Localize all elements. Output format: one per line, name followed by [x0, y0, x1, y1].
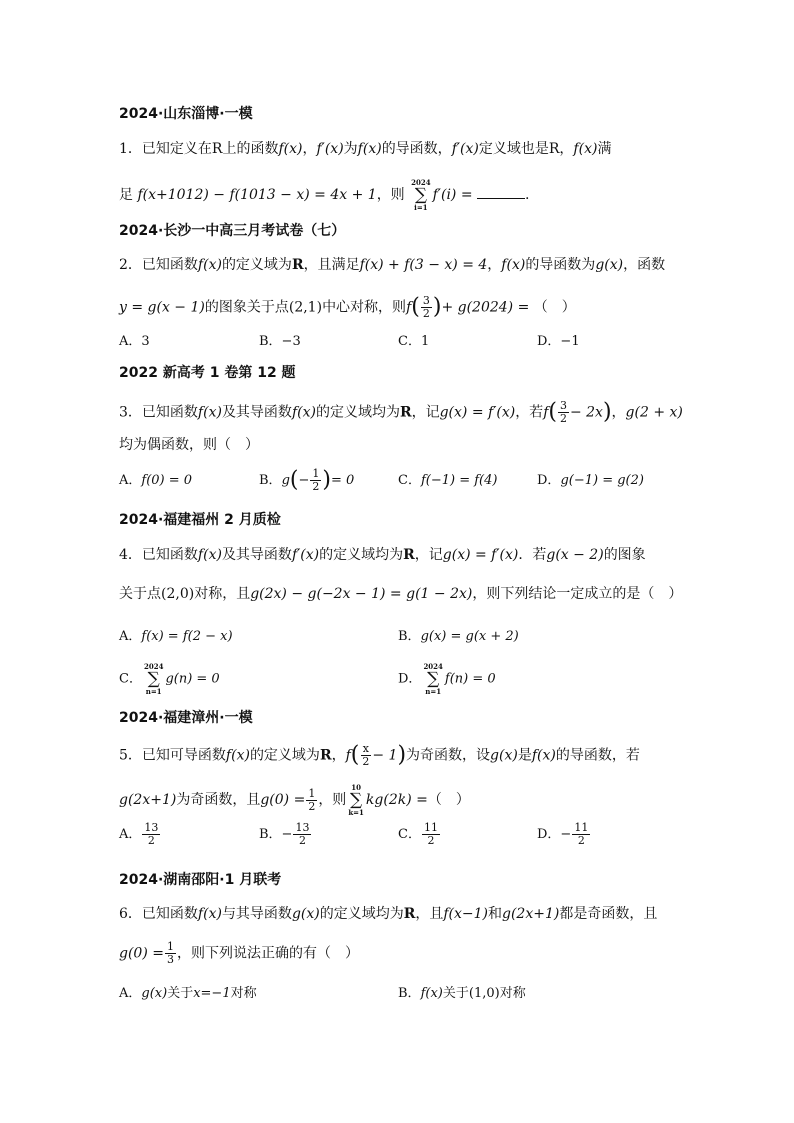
q6-line-1: 6．已知函数f(x)与其导函数g(x)的定义域均为R，且f(x−1)和g(2x+1)都是奇函数，且 — [119, 906, 658, 922]
q2-line-1: 2．已知函数f(x)的定义域为R，且满足f(x) + f(3 − x) = 4，f(x)的导函数为g(x)，函数 — [119, 257, 666, 273]
q4-option-c[interactable]: C． 2024 ∑ n=1 g(n) = 0 — [119, 662, 220, 696]
q2-option-c[interactable]: C．1 — [398, 334, 430, 349]
q6-option-a[interactable]: A．g(x)关于x=−1对称 — [119, 986, 257, 1001]
q6-option-b[interactable]: B．f(x)关于(1,0)对称 — [398, 986, 526, 1001]
q1-answer-blank[interactable] — [477, 188, 525, 199]
q5-line-1: 5．已知可导函数f(x)的定义域为R，f( $\frac{x}{2}$ − 1)为奇函数，设g(x)是f(x)的导函数，若 — [119, 742, 640, 768]
q5-line-2: g(2x+1)为奇函数，且g(0) = $\frac{1}{2}$ ，则 10 ∑ k=1 kg(2k) =（ ） — [119, 783, 470, 817]
source-heading-1: 2024·山东淄博·一模 — [119, 106, 253, 122]
source-heading-4: 2024·福建福州 2 月质检 — [119, 512, 281, 528]
source-heading-2: 2024·长沙一中高三月考试卷（七） — [119, 223, 346, 239]
q3-option-b[interactable]: B．g(− $\frac{1}{2}$ )= 0 — [259, 467, 355, 493]
q3-option-c[interactable]: C．f(−1) = f(4) — [398, 473, 498, 488]
q5-option-a[interactable]: A． $\frac{13}{2}$ — [119, 821, 159, 847]
q5-option-b[interactable]: B．− $\frac{13}{2}$ — [259, 821, 310, 847]
q1-line-1: 1．已知定义在R上的函数f(x)，f′(x)为f(x)的导函数，f′(x)定义域也是R，f(x)满 — [119, 141, 612, 157]
q4-line-1: 4．已知函数f(x)及其导函数f′(x)的定义域均为R，记g(x) = f′(x)．若g(x − 2)的图象 — [119, 547, 646, 563]
q1-summation: 2024 ∑ i=1 — [411, 178, 431, 212]
q3-line-2: 均为偶函数，则（ ） — [119, 437, 259, 453]
q2-option-d[interactable]: D．−1 — [537, 334, 580, 349]
q4-option-d[interactable]: D． 2024 ∑ n=1 f(n) = 0 — [398, 662, 496, 696]
q3-line-1: 3．已知函数f(x)及其导函数f(x)的定义域均为R，记g(x) = f′(x)，若f( $\frac{3}{2}$ − 2x)，g(2 + x) — [119, 399, 683, 425]
source-heading-5: 2024·福建漳州·一模 — [119, 710, 253, 726]
q3-option-d[interactable]: D．g(−1) = g(2) — [537, 473, 644, 488]
q1-equation: f(x+1012) − f(1013 − x) = 4x + 1 — [137, 187, 377, 203]
q6-line-2: g(0) = $\frac{1}{3}$ ，则下列说法正确的有（ ） — [119, 940, 359, 966]
q3-option-a[interactable]: A．f(0) = 0 — [119, 473, 193, 488]
q4-option-b[interactable]: B．g(x) = g(x + 2) — [398, 629, 519, 644]
source-heading-3: 2022 新高考 1 卷第 12 题 — [119, 365, 296, 381]
q5-option-d[interactable]: D．− $\frac{11}{2}$ — [537, 821, 589, 847]
q4-option-a[interactable]: A．f(x) = f(2 − x) — [119, 629, 233, 644]
q1-line-2: 足 f(x+1012) − f(1013 − x) = 4x + 1，则 2024 ∑ i=1 f′(i) = . — [119, 178, 530, 212]
q2-option-a[interactable]: A．3 — [119, 334, 150, 349]
q5-option-c[interactable]: C． $\frac{11}{2}$ — [398, 821, 438, 847]
q2-line-2: y = g(x − 1)的图象关于点(2,1)中心对称，则f( $\frac{3}{2}$ )+ g(2024) = （ ） — [119, 294, 576, 320]
source-heading-6: 2024·湖南邵阳·1 月联考 — [119, 872, 282, 888]
q2-option-b[interactable]: B．−3 — [259, 334, 301, 349]
q4-line-2: 关于点(2,0)对称，且g(2x) − g(−2x − 1) = g(1 − 2x)，则下列结论一定成立的是（ ） — [119, 586, 683, 602]
